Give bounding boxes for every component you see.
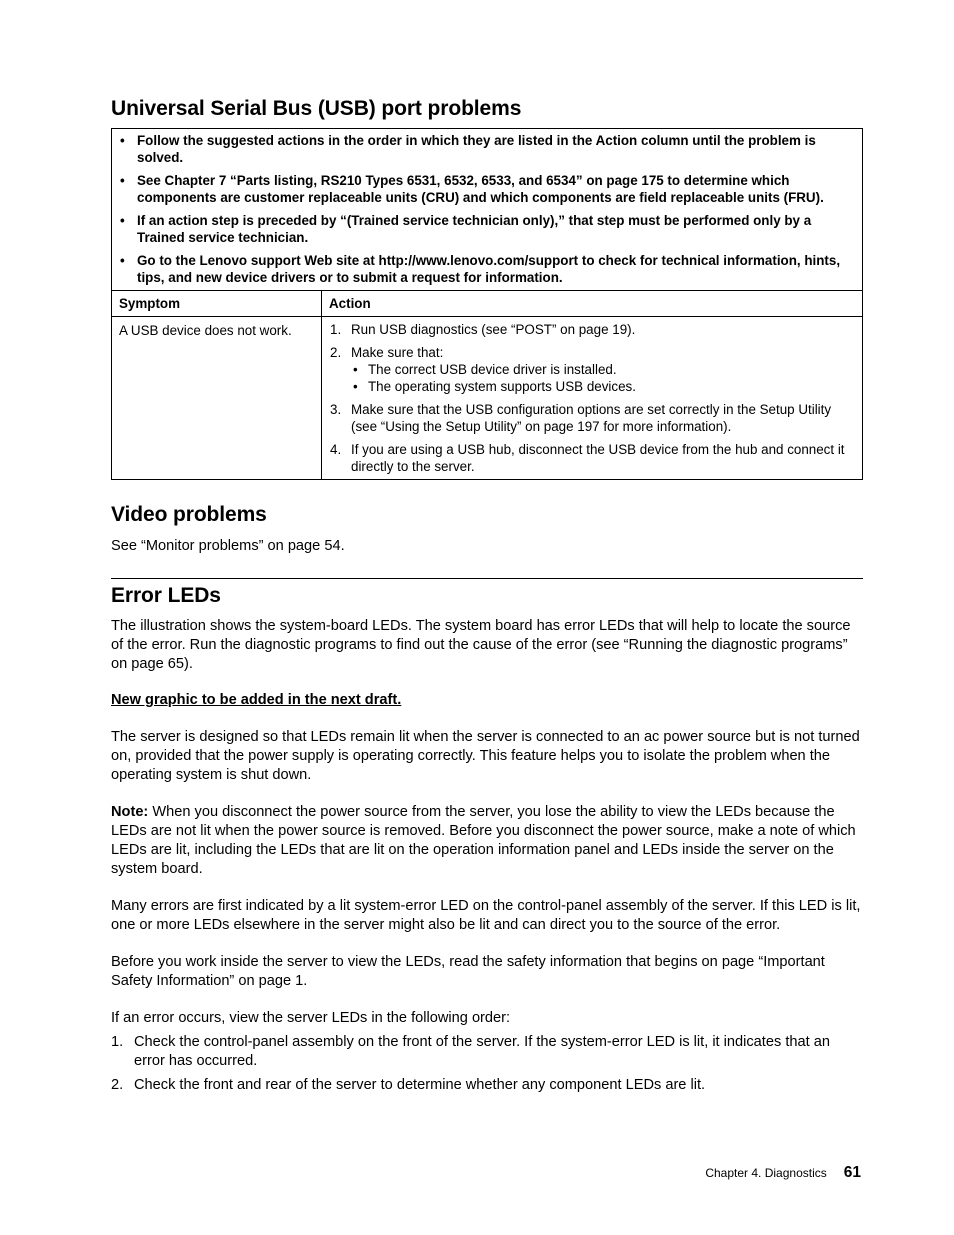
note-label: Note: <box>111 804 149 820</box>
video-section-text: See “Monitor problems” on page 54. <box>111 538 345 554</box>
table-header-row <box>112 291 863 317</box>
note-item: • If an action step is preceded by “(Trained service technician only),” that step must be performed only by a Trained service technician. <box>120 212 854 246</box>
symptom-cell: A USB device does not work. <box>112 317 322 480</box>
action-steps <box>330 321 854 475</box>
action-step <box>330 441 854 475</box>
note-paragraph <box>111 803 863 879</box>
action-step <box>330 401 854 435</box>
step-text: Make sure that the USB configuration options are set correctly in the Setup Utility (see “Using the Setup Utility” on page 197 for more information). <box>351 402 832 434</box>
list-item <box>111 1076 863 1095</box>
usb-section-title: Universal Serial Bus (USB) port problems <box>111 97 522 120</box>
footer-chapter: Chapter 4. Diagnostics <box>705 1166 827 1180</box>
sub-item: • The operating system supports USB devices. <box>351 378 854 395</box>
item-text: Check the control-panel assembly on the front of the server. If the system-error LED is lit, it indicates that an error has occurred. <box>134 1034 830 1069</box>
item-text: Check the front and rear of the server to determine whether any component LEDs are lit. <box>134 1077 706 1093</box>
action-step <box>330 344 854 395</box>
step-text: Run USB diagnostics (see “POST” on page 19). <box>351 322 636 337</box>
usb-troubleshooting-table <box>111 128 863 480</box>
step-sub-list <box>351 361 854 395</box>
table-row <box>112 317 863 480</box>
notes-list <box>120 132 854 286</box>
action-cell <box>322 317 863 480</box>
errors-paragraph: Many errors are first indicated by a lit system-error LED on the control-panel assembly of the server. If this LED is lit, one or more LEDs elsewhere in the server might also be lit and can direct you to the source of the error. <box>111 898 861 933</box>
sub-item: • The correct USB device driver is installed. <box>351 361 854 378</box>
leds-section-body <box>111 617 863 1100</box>
symptom-column-header: Symptom <box>112 291 322 317</box>
leds-section-title: Error LEDs <box>111 584 221 607</box>
notes-row <box>112 129 863 291</box>
video-section-title: Video problems <box>111 503 267 526</box>
section-divider <box>111 578 863 579</box>
step-text: Make sure that: <box>351 345 444 360</box>
notes-cell <box>112 129 863 291</box>
page-footer <box>705 1164 861 1182</box>
action-column-header: Action <box>322 291 863 317</box>
page-number: 61 <box>843 1164 861 1181</box>
step-number: 4. <box>330 442 342 457</box>
note-text: When you disconnect the power source from the server, you lose the ability to view the LEDs because the LEDs are not lit when the power source is removed. Before you disconnect the power source, make a note of which LEDs are lit, including the LEDs that are lit on the operation information panel and LEDs inside the server on the system board. <box>111 804 856 877</box>
note-item: • See Chapter 7 “Parts listing, RS210 Types 6531, 6532, 6533, and 6534” on page 175 to determine which components are customer replaceable units (CRU) and which components are field replaceable units (FRU). <box>120 172 854 206</box>
step-text: If you are using a USB hub, disconnect the USB device from the hub and connect it directly to the server. <box>351 442 845 474</box>
leds-intro-paragraph: The illustration shows the system-board LEDs. The system board has error LEDs that will help to locate the source of the error. Run the diagnostic programs to find out the cause of the error (see “Running the diagnostic programs” on page 65). <box>111 618 851 672</box>
step-number: 1. <box>330 322 342 337</box>
order-intro-paragraph: If an error occurs, view the server LEDs in the following order: <box>111 1010 511 1026</box>
safety-paragraph: Before you work inside the server to view the LEDs, read the safety information that begins on page “Important Safety Information” on page 1. <box>111 954 825 989</box>
draft-note: New graphic to be added in the next draft. <box>111 692 402 708</box>
list-item <box>111 1033 863 1071</box>
item-number: 1. <box>111 1034 124 1050</box>
step-number: 2. <box>330 345 342 360</box>
led-check-order-list <box>111 1033 863 1095</box>
design-paragraph: The server is designed so that LEDs remain lit when the server is connected to an ac power source but is not turned on, provided that the power supply is operating correctly. This feature helps you to isolate the problem when the operating system is shut down. <box>111 729 860 783</box>
note-item: • Go to the Lenovo support Web site at http://www.lenovo.com/support to check for technical information, hints, tips, and new device drivers or to submit a request for information. <box>120 252 854 286</box>
item-number: 2. <box>111 1077 124 1093</box>
note-item: • Follow the suggested actions in the order in which they are listed in the Action column until the problem is solved. <box>120 132 854 166</box>
step-number: 3. <box>330 402 342 417</box>
action-step <box>330 321 854 338</box>
